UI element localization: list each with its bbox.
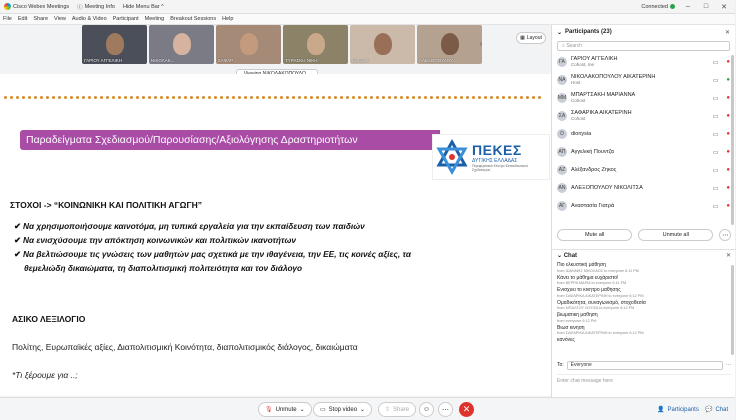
- close-chat-icon[interactable]: ✕: [725, 253, 731, 259]
- close-window-button[interactable]: ✕: [721, 3, 727, 11]
- meeting-controls: [0, 397, 735, 420]
- decorative-dot: [4, 96, 7, 99]
- chat-message-text: Ενισχυει το κινητρο μαθησης: [557, 287, 621, 293]
- decorative-dot: [208, 96, 211, 99]
- participants-list: [552, 53, 736, 215]
- mic-muted-icon[interactable]: ●: [726, 94, 730, 101]
- decorative-dot: [400, 96, 403, 99]
- participant-role: Cohost: [571, 98, 586, 103]
- decorative-dot: [496, 96, 499, 99]
- chat-message-text: Πιο ελκυστική μάθηση: [557, 262, 606, 268]
- reactions-button[interactable]: [419, 402, 434, 417]
- decorative-dot: [460, 96, 463, 99]
- decorative-dot: [154, 96, 157, 99]
- participant-name: Αλέξανδρος Ζηκος: [571, 167, 617, 173]
- decorative-dot: [10, 96, 13, 99]
- slide-bullet: ✔ Να χρησιμοποιήσουμε καινοτόμα, μη τυπικά εργαλεία για την εκπαίδευση των παιδιών: [14, 221, 365, 231]
- decorative-dot: [418, 96, 421, 99]
- participant-row[interactable]: [552, 89, 736, 107]
- participant-name: ΜΠΑΡΤΣΑΚΗ ΜΑΡΙΑΝΝΑ: [571, 92, 636, 98]
- participant-row[interactable]: [552, 179, 736, 197]
- decorative-dot: [316, 96, 319, 99]
- participant-row[interactable]: [552, 107, 736, 125]
- chat-recipient-select[interactable]: Everyone: [567, 361, 723, 370]
- slide-bullet: ✔ Να ενισχύσουμε την απόκτηση κοινωνικών και πολιτικών ικανοτήτων: [14, 235, 297, 245]
- decorative-dot: [448, 96, 451, 99]
- decorative-dot: [334, 96, 337, 99]
- decorative-dot: [520, 96, 523, 99]
- slide-vocabulary-heading: ΑΣΙΚΟ ΛΕΞΙΛΟΓΙΟ: [12, 314, 86, 324]
- chat-message-meta: from everyone 6:12 PM: [557, 318, 597, 323]
- more-options-button[interactable]: [438, 402, 453, 417]
- participant-row[interactable]: [552, 143, 736, 161]
- decorative-dot: [88, 96, 91, 99]
- mic-muted-icon[interactable]: ●: [726, 166, 730, 173]
- more-icon[interactable]: ⋯: [726, 362, 731, 368]
- decorative-dot: [238, 96, 241, 99]
- decorative-dot: [322, 96, 325, 99]
- mic-muted-icon: 🎙: [265, 407, 273, 413]
- chat-message: [557, 301, 731, 312]
- decorative-dot: [178, 96, 181, 99]
- slide-bullet-continuation: θεμελιώδη δικαιώματα, τη διαπολιτισμική πολιτειότητα και τον διάλογο: [24, 263, 303, 273]
- mute-controls: [557, 229, 731, 241]
- participants-icon: 👤: [657, 407, 665, 413]
- camera-icon: ▭: [712, 185, 719, 192]
- menu-edit[interactable]: Edit: [17, 16, 28, 22]
- checkmark-icon: ✔: [14, 249, 21, 259]
- menu-audio-video[interactable]: Audio & Video: [71, 16, 107, 22]
- participants-toggle-button[interactable]: 👤 Participants: [657, 406, 699, 413]
- pekes-logo: ΠΕΚΕΣ ΔΥΤΙΚΗΣ ΕΛΛΑΔΑΣ Περιφερειακό Κέντρο Εκπαιδευτικού Σχεδιασμού: [432, 134, 550, 180]
- camera-icon: ▭: [320, 407, 326, 413]
- info-icon: ⓘ: [77, 4, 83, 11]
- decorative-dot: [100, 96, 103, 99]
- avatar: ΝΑ: [558, 77, 566, 83]
- camera-icon: ▭: [712, 203, 719, 210]
- decorative-dot: [94, 96, 97, 99]
- decorative-dot: [346, 96, 349, 99]
- chat-message: [557, 313, 731, 324]
- decorative-dot: [274, 96, 277, 99]
- thumbnail-name: dionysia: [352, 58, 369, 63]
- participant-video-face: [307, 33, 325, 55]
- maximize-button[interactable]: □: [703, 3, 709, 10]
- decorative-dot: [352, 96, 355, 99]
- chat-message: [557, 288, 731, 299]
- camera-icon: ▭: [712, 95, 719, 102]
- decorative-dot: [82, 96, 85, 99]
- decorative-dot: [442, 96, 445, 99]
- video-thumbnail[interactable]: [216, 25, 281, 64]
- camera-icon: ▭: [712, 113, 719, 120]
- decorative-dot: [244, 96, 247, 99]
- menu-bar: [0, 14, 735, 25]
- meeting-info-button[interactable]: ⓘ Meeting Info: [77, 3, 115, 11]
- thumbnail-name: ΣΑΦΑΡ...: [218, 58, 237, 63]
- decorative-dot: [250, 96, 253, 99]
- decorative-dot: [310, 96, 313, 99]
- decorative-dot: [406, 96, 409, 99]
- decorative-dot: [382, 96, 385, 99]
- decorative-dot: [514, 96, 517, 99]
- decorative-dot: [34, 96, 37, 99]
- chat-message-input[interactable]: Enter chat message here: [557, 374, 731, 386]
- decorative-dot: [172, 96, 175, 99]
- menu-share[interactable]: Share: [33, 16, 49, 22]
- participant-name: ΣΑΦΑΡΙΚΑ ΑΙΚΑΤΕΡΙΝΗ: [571, 110, 632, 116]
- decorative-dot: [136, 96, 139, 99]
- checkmark-icon: ✔: [14, 221, 21, 231]
- participant-name: ΝΙΚΟΛΑΚΟΠΟΥΛΟΥ ΑΙΚΑΤΕΡΙΝΗ: [571, 74, 656, 80]
- decorative-dot: [184, 96, 187, 99]
- participant-video-face: [240, 33, 258, 55]
- video-thumbnail[interactable]: [82, 25, 147, 64]
- decorative-dot: [484, 96, 487, 99]
- filmstrip-next-icon[interactable]: ›: [479, 39, 483, 48]
- participant-name: ΓΑΡΙΟΥ ΑΓΓΕΛΙΚΗ: [571, 56, 618, 62]
- decorative-dot: [358, 96, 361, 99]
- menu-participant[interactable]: Participant: [112, 16, 139, 22]
- camera-icon: ▭: [712, 77, 719, 84]
- decorative-dot: [478, 96, 481, 99]
- chat-message-text: Βιωσ κινηση: [557, 324, 585, 331]
- mic-muted-icon[interactable]: ●: [726, 58, 730, 65]
- decorative-dot: [118, 96, 121, 99]
- camera-icon: ▭: [712, 59, 719, 66]
- smiley-icon: ☺: [422, 406, 431, 413]
- thumbnail-name: ΑΛΕΞΟΠΟΥΛΟΥ...: [419, 58, 457, 63]
- decorative-dot: [370, 96, 373, 99]
- decorative-dot: [124, 96, 127, 99]
- slide-vocabulary-words: Πολίτης, Ευρωπαϊκές αξίες, Διαπολιτισμική Κοινότητα, διαπολιτισμικός διάλογος, δικαιώματα: [12, 342, 358, 352]
- decorative-dot: [130, 96, 133, 99]
- decorative-dot: [142, 96, 145, 99]
- decorative-dot: [166, 96, 169, 99]
- participant-row[interactable]: [552, 197, 736, 215]
- chevron-down-icon: ⌄: [299, 407, 305, 413]
- chat-message-meta: from ΙΩΑΝΝΗΣ ΝΙΚΟΛΑΟΣ to everyone 6:11 PM: [557, 268, 639, 273]
- avatar: ΜΜ: [557, 95, 567, 101]
- mic-muted-icon[interactable]: ●: [726, 130, 730, 137]
- chat-toggle-button[interactable]: 💬 Chat: [705, 406, 729, 413]
- decorative-dot: [328, 96, 331, 99]
- decorative-dot: [196, 96, 199, 99]
- decorative-dot: [304, 96, 307, 99]
- participant-video-face: [441, 33, 459, 55]
- decorative-dot: [16, 96, 19, 99]
- chat-recipient-row: To: Everyone ⋯: [557, 362, 731, 368]
- camera-icon: ▭: [712, 167, 719, 174]
- decorative-dot: [472, 96, 475, 99]
- collapse-chevron-icon[interactable]: ⌄: [557, 253, 564, 259]
- decorative-dot: [394, 96, 397, 99]
- avatar: ΑΝ: [558, 185, 566, 191]
- chevron-down-icon: ⌄: [360, 407, 366, 413]
- chat-message-text: Ομαδικότητα, συναγωνισμό, στοχοθεσία: [557, 299, 646, 306]
- decorative-dot: [340, 96, 343, 99]
- avatar: ΑΖ: [558, 167, 566, 173]
- video-thumbnail[interactable]: [350, 25, 415, 64]
- avatar: ΑΠ: [558, 149, 566, 155]
- decorative-dot: [46, 96, 49, 99]
- decorative-dot: [106, 96, 109, 99]
- search-icon: ⌕: [562, 43, 567, 49]
- menu-meeting[interactable]: Meeting: [144, 16, 165, 22]
- layout-icon: ▦: [520, 35, 525, 41]
- participant-name: Αναστασία Γιατρά: [571, 203, 615, 209]
- chat-message-meta: from ΣΑΦΑΡΙΚΑ ΑΙΚΑΤΕΡΙΝΗ to everyone 6:12 PM: [557, 331, 644, 335]
- participant-name: Αγγελική Πουντζα: [571, 149, 614, 155]
- chat-message: [557, 276, 731, 287]
- connected-icon: [670, 4, 675, 9]
- decorative-dot: [214, 96, 217, 99]
- participants-scrollbar[interactable]: [731, 55, 734, 225]
- decorative-dot: [292, 96, 295, 99]
- decorative-dot: [388, 96, 391, 99]
- thumbnail-name: ΝΙΚΟΛΑΚ...: [151, 58, 175, 63]
- minimize-button[interactable]: –: [686, 3, 690, 10]
- decorative-dot: [256, 96, 259, 99]
- decorative-dot: [286, 96, 289, 99]
- decorative-dot: [538, 96, 541, 99]
- decorative-dot: [268, 96, 271, 99]
- chat-icon: 💬: [705, 407, 713, 413]
- unmute-button[interactable]: 🎙 Unmute ⌄: [258, 402, 312, 417]
- layout-button[interactable]: ▦ Layout: [516, 32, 546, 44]
- decorative-dot: [232, 96, 235, 99]
- connection-status: Connected: [641, 4, 675, 10]
- chat-message-meta: from ΒΕΡΡΑ ΜΑΡΙΑ to everyone 6:11 PM: [557, 281, 627, 285]
- decorative-dot: [298, 96, 301, 99]
- decorative-dot: [424, 96, 427, 99]
- stop-video-button[interactable]: ▭ Stop video ⌄: [313, 402, 372, 417]
- decorative-dot: [112, 96, 115, 99]
- avatar: D: [557, 129, 567, 139]
- mic-muted-icon[interactable]: ●: [726, 148, 730, 155]
- mic-muted-icon[interactable]: ●: [726, 184, 730, 191]
- decorative-dot: [58, 96, 61, 99]
- camera-icon: ▭: [712, 131, 719, 138]
- decorative-dot: [22, 96, 25, 99]
- end-meeting-button[interactable]: [459, 402, 474, 417]
- chat-header: ⌄ Chat ✕: [552, 249, 736, 261]
- unmute-all-button[interactable]: Unmute all: [638, 229, 713, 241]
- mic-on-icon[interactable]: ●: [726, 76, 730, 83]
- mic-muted-icon[interactable]: ●: [726, 112, 730, 119]
- menu-help[interactable]: Help: [222, 16, 234, 22]
- decorative-dot: [76, 96, 79, 99]
- decorative-dot: [70, 96, 73, 99]
- decorative-dot: [364, 96, 367, 99]
- thumbnail-name: ΤΥΡΑΣΚΗ ΝΙΚΗ: [285, 58, 318, 63]
- chat-message: [557, 338, 731, 344]
- share-button[interactable]: ⇪ Share: [378, 402, 416, 417]
- decorative-dot: [220, 96, 223, 99]
- participant-row[interactable]: [552, 53, 736, 71]
- decorative-dot: [508, 96, 511, 99]
- chat-message-meta: from ΣΑΦΑΡΙΚΑ ΑΙΚΑΤΕΡΙΝΗ to everyone 6:12 PM: [557, 293, 644, 298]
- slide-goals-heading: ΣΤΟΧΟΙ -> “ΚΟΙΝΩΝΙΚΗ ΚΑΙ ΠΟΛΙΤΙΚΗ ΑΓΩΓΗ”: [10, 200, 202, 210]
- decorative-dot: [52, 96, 55, 99]
- video-thumbnail[interactable]: [417, 25, 482, 64]
- menu-file[interactable]: File: [3, 16, 12, 22]
- decorative-dot: [376, 96, 379, 99]
- collapse-chevron-icon[interactable]: ⌄: [557, 29, 563, 36]
- avatar: ΓΑ: [557, 57, 567, 67]
- decorative-dot: [64, 96, 67, 99]
- decorative-dot: [202, 96, 205, 99]
- video-filmstrip: [82, 25, 487, 66]
- mute-all-button[interactable]: Mute all: [557, 229, 632, 241]
- decorative-dot: [532, 96, 535, 99]
- decorative-dot: [160, 96, 163, 99]
- video-thumbnail[interactable]: [283, 25, 348, 64]
- participants-search-input[interactable]: ⌕ Search: [557, 41, 730, 51]
- slide-bullet: ✔ Να βελτιώσουμε τις γνώσεις των μαθητών μας σχετικά με την ιθαγένεια, την ΕΕ, τις κοινές αξίες, τα: [14, 249, 411, 259]
- participant-video-face: [374, 33, 392, 55]
- menu-view[interactable]: View: [54, 16, 66, 22]
- decorative-dot: [40, 96, 43, 99]
- avatar: ΣΑ: [558, 113, 566, 119]
- close-participants-icon[interactable]: ✕: [724, 29, 730, 36]
- participant-role: Cohost: [571, 116, 586, 121]
- decorative-dot: [412, 96, 415, 99]
- app-title: Cisco Webex Meetings: [4, 3, 69, 10]
- decorative-dot: [454, 96, 457, 99]
- webex-logo-icon: [4, 3, 11, 10]
- share-icon: ⇪: [385, 407, 391, 413]
- participant-video-face: [106, 33, 124, 55]
- title-bar: [0, 0, 735, 14]
- participant-name: ΑΛΕΞΟΠΟΥΛΟΥ ΝΙΚΟΛΙΤΣΑ: [571, 185, 643, 191]
- thumbnail-name: ΓΑΡΙΟΥ ΑΓΓΕΛΙΚΗ: [84, 58, 123, 63]
- participants-more-icon[interactable]: ⋯: [719, 229, 731, 241]
- chat-message: [557, 326, 731, 337]
- slide-banner: Παραδείγματα Σχεδιασμού/Παρουσίασης/Αξιολόγησης Δραστηριοτήτων: [20, 130, 440, 150]
- participant-row[interactable]: [552, 161, 736, 179]
- chat-message-text: κανόνες: [557, 337, 575, 343]
- camera-icon: ▭: [712, 149, 719, 156]
- decorative-dot: [280, 96, 283, 99]
- participant-role: Cohost, me: [571, 62, 595, 67]
- slide-question: *Τι ξέρουμε για ..;: [12, 370, 78, 380]
- decorative-dot: [490, 96, 493, 99]
- checkmark-icon: ✔: [14, 235, 21, 245]
- decorative-dot: [466, 96, 469, 99]
- chat-scrollbar[interactable]: [731, 265, 734, 355]
- participant-name: dionysia: [571, 131, 592, 137]
- decorative-dot: [148, 96, 151, 99]
- participant-role: Host: [571, 80, 581, 85]
- decorative-dot: [526, 96, 529, 99]
- shared-content: [0, 74, 551, 396]
- decorative-dot: [502, 96, 505, 99]
- chat-messages: [552, 263, 736, 357]
- chat-message-text: βιωματικη μαθηση: [557, 312, 598, 318]
- decorative-dot: [190, 96, 193, 99]
- chat-message: [557, 263, 731, 274]
- hide-menu-bar-button[interactable]: Hide Menu Bar ^: [122, 3, 164, 10]
- decorative-dot: [226, 96, 229, 99]
- menu-breakout-sessions[interactable]: Breakout Sessions: [170, 16, 217, 22]
- decorative-dot: [28, 96, 31, 99]
- chat-message-meta: from ΜΠΑΛΤΟΥ ΛΟΥΙΖΑ to everyone 6:12 PM: [557, 306, 635, 310]
- right-panel: [551, 25, 735, 397]
- video-thumbnail[interactable]: [149, 25, 214, 64]
- avatar: ΑΓ: [558, 203, 566, 209]
- participant-video-face: [173, 33, 191, 55]
- participant-row[interactable]: [552, 71, 736, 89]
- decorative-dot: [430, 96, 433, 99]
- pekes-star-icon: [435, 140, 469, 174]
- meeting-stage: [0, 25, 551, 397]
- chat-message-text: Κάνει το μάθημα ευχάριστο!: [557, 274, 619, 281]
- slide-dots-top: [4, 96, 549, 100]
- close-icon: ✕: [462, 404, 471, 414]
- decorative-dot: [436, 96, 439, 99]
- mic-muted-icon[interactable]: ●: [726, 202, 730, 209]
- decorative-dot: [262, 96, 265, 99]
- more-icon: ⋯: [442, 406, 449, 414]
- participant-row[interactable]: [552, 125, 736, 143]
- participants-header: ⌄ Participants (23) ✕: [557, 29, 730, 36]
